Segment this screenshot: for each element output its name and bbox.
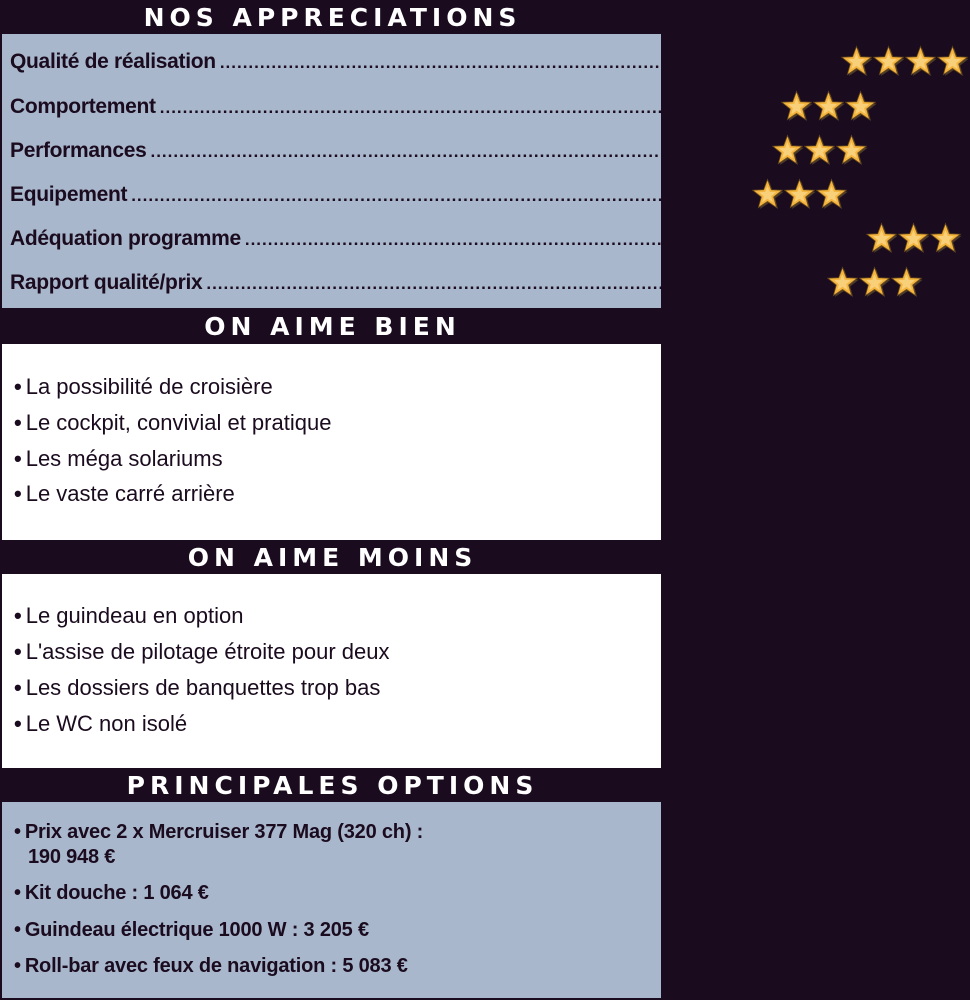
- bullet: •: [14, 639, 22, 664]
- bullet: •: [14, 711, 22, 736]
- item-text: Le guindeau en option: [25, 603, 244, 628]
- star-rating: [782, 90, 878, 124]
- leader-dots: ............................................................................................................: [159, 98, 778, 117]
- aime-bien-item: [14, 446, 223, 472]
- rating-label: Performances: [10, 139, 147, 162]
- item-text: Les méga solariums: [25, 446, 223, 471]
- aime-moins-item: [14, 639, 389, 665]
- option-text: Kit douche : 1 064 €: [24, 882, 209, 904]
- option-item: [14, 954, 408, 979]
- item-text: Les dossiers de banquettes trop bas: [25, 675, 381, 700]
- rating-label: Rapport qualité/prix: [10, 271, 203, 294]
- bullet: •: [14, 882, 21, 904]
- star-rating: [867, 222, 963, 256]
- aime-moins-header: [0, 540, 665, 574]
- aime-moins-item: [14, 675, 380, 701]
- star-icon: [835, 134, 869, 168]
- aime-moins-item: [14, 603, 243, 629]
- rating-row-adequation: [10, 219, 863, 259]
- aime-bien-item: [14, 410, 331, 436]
- aime-moins-title: ON AIME MOINS: [187, 542, 478, 572]
- star-icon: [897, 222, 931, 256]
- bullet: •: [14, 481, 22, 506]
- star-rating: [842, 45, 970, 79]
- bullet: •: [14, 675, 22, 700]
- star-rating: [753, 178, 849, 212]
- bullet: •: [14, 821, 21, 843]
- star-icon: [812, 90, 846, 124]
- item-text: Le cockpit, convivial et pratique: [25, 410, 332, 435]
- leader-dots: ............................................................................................................: [219, 53, 838, 72]
- option-item: [14, 820, 423, 870]
- star-icon: [936, 45, 970, 79]
- star-icon: [865, 222, 899, 256]
- rating-row-equipement: [10, 175, 750, 215]
- aime-bien-header: [0, 308, 665, 344]
- options-title: PRINCIPALES OPTIONS: [126, 770, 539, 800]
- bullet: •: [14, 919, 21, 941]
- star-icon: [890, 266, 924, 300]
- rating-label: Qualité de réalisation: [10, 50, 216, 73]
- bullet: •: [14, 374, 22, 399]
- leader-dots: ............................................................................................................: [131, 186, 750, 205]
- bullet: •: [14, 446, 22, 471]
- star-icon: [780, 90, 814, 124]
- aime-moins-item: [14, 711, 187, 737]
- rating-label: Equipement: [10, 183, 128, 206]
- rating-label: Comportement: [10, 95, 156, 118]
- star-icon: [858, 266, 892, 300]
- star-rating: [828, 266, 924, 300]
- star-icon: [872, 45, 906, 79]
- bullet: •: [14, 410, 22, 435]
- bullet: •: [14, 603, 22, 628]
- item-text: La possibilité de croisière: [25, 374, 273, 399]
- item-text: Le vaste carré arrière: [25, 481, 235, 506]
- appreciations-title: NOS APPRECIATIONS: [143, 2, 522, 32]
- star-icon: [929, 222, 963, 256]
- star-icon: [844, 90, 878, 124]
- leader-dots: ............................................................................................................: [244, 230, 863, 249]
- item-text: L'assise de pilotage étroite pour deux: [25, 639, 390, 664]
- rating-label: Adéquation programme: [10, 227, 241, 250]
- star-icon: [771, 134, 805, 168]
- star-icon: [826, 266, 860, 300]
- rating-row-rapport: [10, 263, 825, 303]
- star-icon: [815, 178, 849, 212]
- option-text: Roll-bar avec feux de navigation : 5 083 €: [24, 955, 408, 977]
- options-header: [0, 768, 665, 802]
- option-price: 190 948 €: [28, 846, 116, 868]
- leader-dots: ............................................................................................................: [206, 274, 825, 293]
- star-icon: [840, 45, 874, 79]
- aime-bien-title: ON AIME BIEN: [204, 311, 461, 341]
- star-icon: [751, 178, 785, 212]
- appreciations-header: [0, 0, 665, 34]
- option-text: Prix avec 2 x Mercruiser 377 Mag (320 ch) :: [24, 821, 424, 843]
- star-icon: [904, 45, 938, 79]
- star-icon: [783, 178, 817, 212]
- leader-dots: ............................................................................................................: [150, 142, 769, 161]
- rating-row-qualite: [10, 42, 838, 82]
- rating-row-performances: [10, 131, 769, 171]
- aime-bien-item: [14, 374, 273, 400]
- option-item: [14, 881, 209, 906]
- option-text: Guindeau électrique 1000 W : 3 205 €: [24, 919, 369, 941]
- star-icon: [803, 134, 837, 168]
- item-text: Le WC non isolé: [25, 711, 188, 736]
- bullet: •: [14, 955, 21, 977]
- star-rating: [773, 134, 869, 168]
- option-item: [14, 918, 369, 943]
- rating-row-comportement: [10, 87, 778, 127]
- aime-bien-item: [14, 481, 235, 507]
